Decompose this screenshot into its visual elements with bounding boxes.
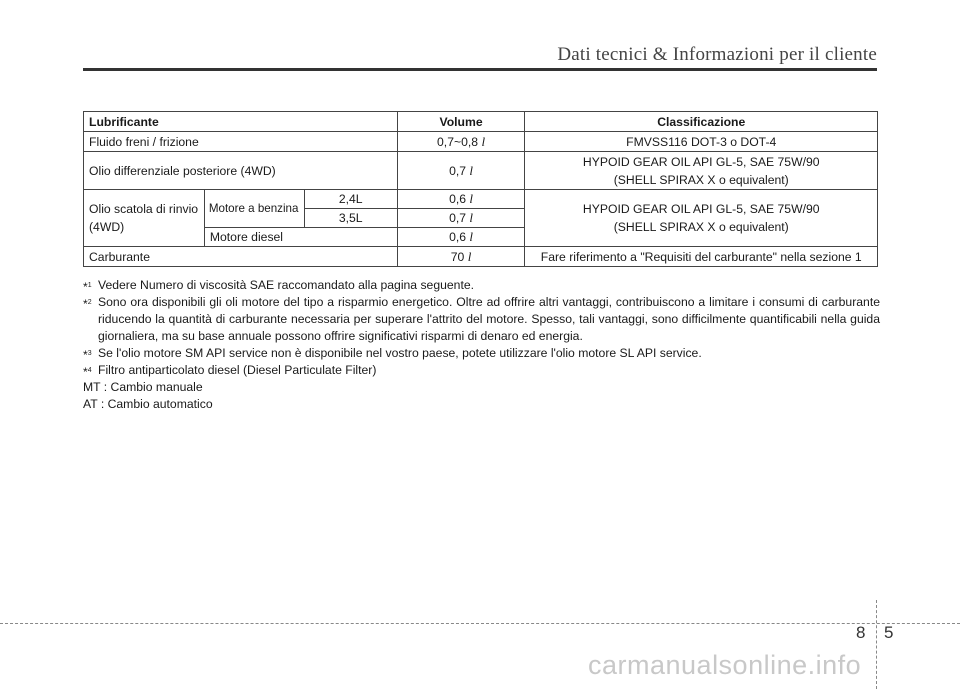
page-header-title: Dati tecnici & Informazioni per il cliente: [557, 44, 877, 65]
footnote-marker: *$^1$: [83, 280, 92, 294]
volume-value: 0,7: [449, 163, 467, 178]
footnote-marker: *$^3$: [83, 348, 92, 362]
footnote-4: [83, 362, 880, 379]
header-volume: Volume: [397, 112, 525, 132]
footnote-marker: *$^2$: [83, 297, 92, 311]
row-rear-diff-classification: [525, 152, 878, 190]
header-classification: Classificazione: [525, 112, 878, 132]
footnote-1: [83, 277, 880, 294]
diesel-volume: [397, 228, 525, 247]
table-row: [84, 152, 878, 190]
liter-unit: l: [467, 248, 472, 264]
volume-value: 0,6: [449, 230, 467, 244]
volume-value: 70: [450, 249, 465, 264]
diesel-engine-label: Motore diesel: [204, 228, 397, 247]
abbreviation-mt: MT : Cambio manuale: [83, 380, 203, 394]
row-rear-diff-volume: [397, 152, 525, 190]
engine-24l-volume: [397, 190, 525, 209]
footer-vertical-divider: [876, 600, 877, 689]
footnote-text: Filtro antiparticolato diesel (Diesel Particulate Filter): [98, 363, 377, 377]
chapter-number: 8: [856, 623, 866, 642]
classification-line2: (SHELL SPIRAX X o equivalent): [613, 220, 789, 234]
row-fuel-name: Carburante: [84, 247, 398, 267]
transfer-case-name-line1: Olio scatola di rinvio: [89, 202, 199, 216]
row-brake-fluid-volume: [397, 132, 525, 152]
classification-line1: HYPOID GEAR OIL API GL-5, SAE 75W/90: [582, 202, 820, 216]
footnote-text: Vedere Numero di viscosità SAE raccomandato alla pagina seguente.: [98, 278, 475, 292]
engine-35l-volume: [397, 209, 525, 228]
footnotes: [83, 277, 880, 413]
classification-line1: HYPOID GEAR OIL API GL-5, SAE 75W/90: [582, 154, 820, 169]
table-row: [84, 190, 878, 209]
volume-value: 0,6: [449, 192, 467, 206]
row-fuel-classification: Fare riferimento a "Requisiti del carburante" nella sezione 1: [525, 247, 878, 267]
footer-dashed-rule: [0, 623, 960, 624]
header-lubricant: Lubrificante: [84, 112, 398, 132]
liter-unit: l: [469, 162, 474, 178]
site-watermark: carmanualsonline.info: [588, 650, 862, 680]
row-brake-fluid-name: Fluido freni / frizione: [84, 132, 398, 152]
page-number: 5: [884, 623, 894, 642]
row-brake-fluid-classification: FMVSS116 DOT-3 o DOT-4: [525, 132, 878, 152]
row-transfer-case-classification: [525, 190, 878, 247]
footnote-3: [83, 345, 880, 362]
petrol-engine-label: Motore a benzina: [204, 190, 304, 228]
lubricant-table: [83, 111, 878, 267]
abbreviation-at: AT : Cambio automatico: [83, 397, 213, 411]
volume-value: 0,7: [449, 211, 467, 225]
liter-unit: l: [469, 229, 474, 244]
liter-unit: l: [469, 210, 474, 225]
table-header-row: [84, 112, 878, 132]
row-rear-diff-name: Olio differenziale posteriore (4WD): [84, 152, 398, 190]
transfer-case-name-line2: (4WD): [89, 220, 125, 234]
engine-24l: 2,4L: [304, 190, 397, 209]
table-row: [84, 132, 878, 152]
classification-line2: (SHELL SPIRAX X o equivalent): [613, 172, 789, 187]
engine-35l: 3,5L: [304, 209, 397, 228]
table-row: [84, 247, 878, 267]
row-transfer-case-name: [84, 190, 205, 247]
liter-unit: l: [481, 133, 486, 149]
header-rule: [83, 68, 877, 71]
row-fuel-volume: [397, 247, 525, 267]
liter-unit: l: [469, 191, 474, 206]
footnote-2: [83, 294, 880, 345]
footnote-marker: *$^4$: [83, 365, 92, 379]
footnote-text: Sono ora disponibili gli oli motore del tipo a risparmio energetico. Oltre ad offrire altri vantaggi, contribuiscono a limitare i consumi di carburante riducendo la quantità di carburante necessaria per superare l'attrito del motore. Spesso, tali vantaggi, sono difficilmente quantificabili nella guida giornaliera, ma su base annuale possono offrire significativi risparmi di denaro ed energia.: [98, 295, 880, 343]
footnote-text: Se l'olio motore SM API service non è disponibile nel vostro paese, potete utilizzare l'olio motore SL API service.: [98, 346, 702, 360]
volume-value: 0,7~0,8: [437, 134, 479, 149]
